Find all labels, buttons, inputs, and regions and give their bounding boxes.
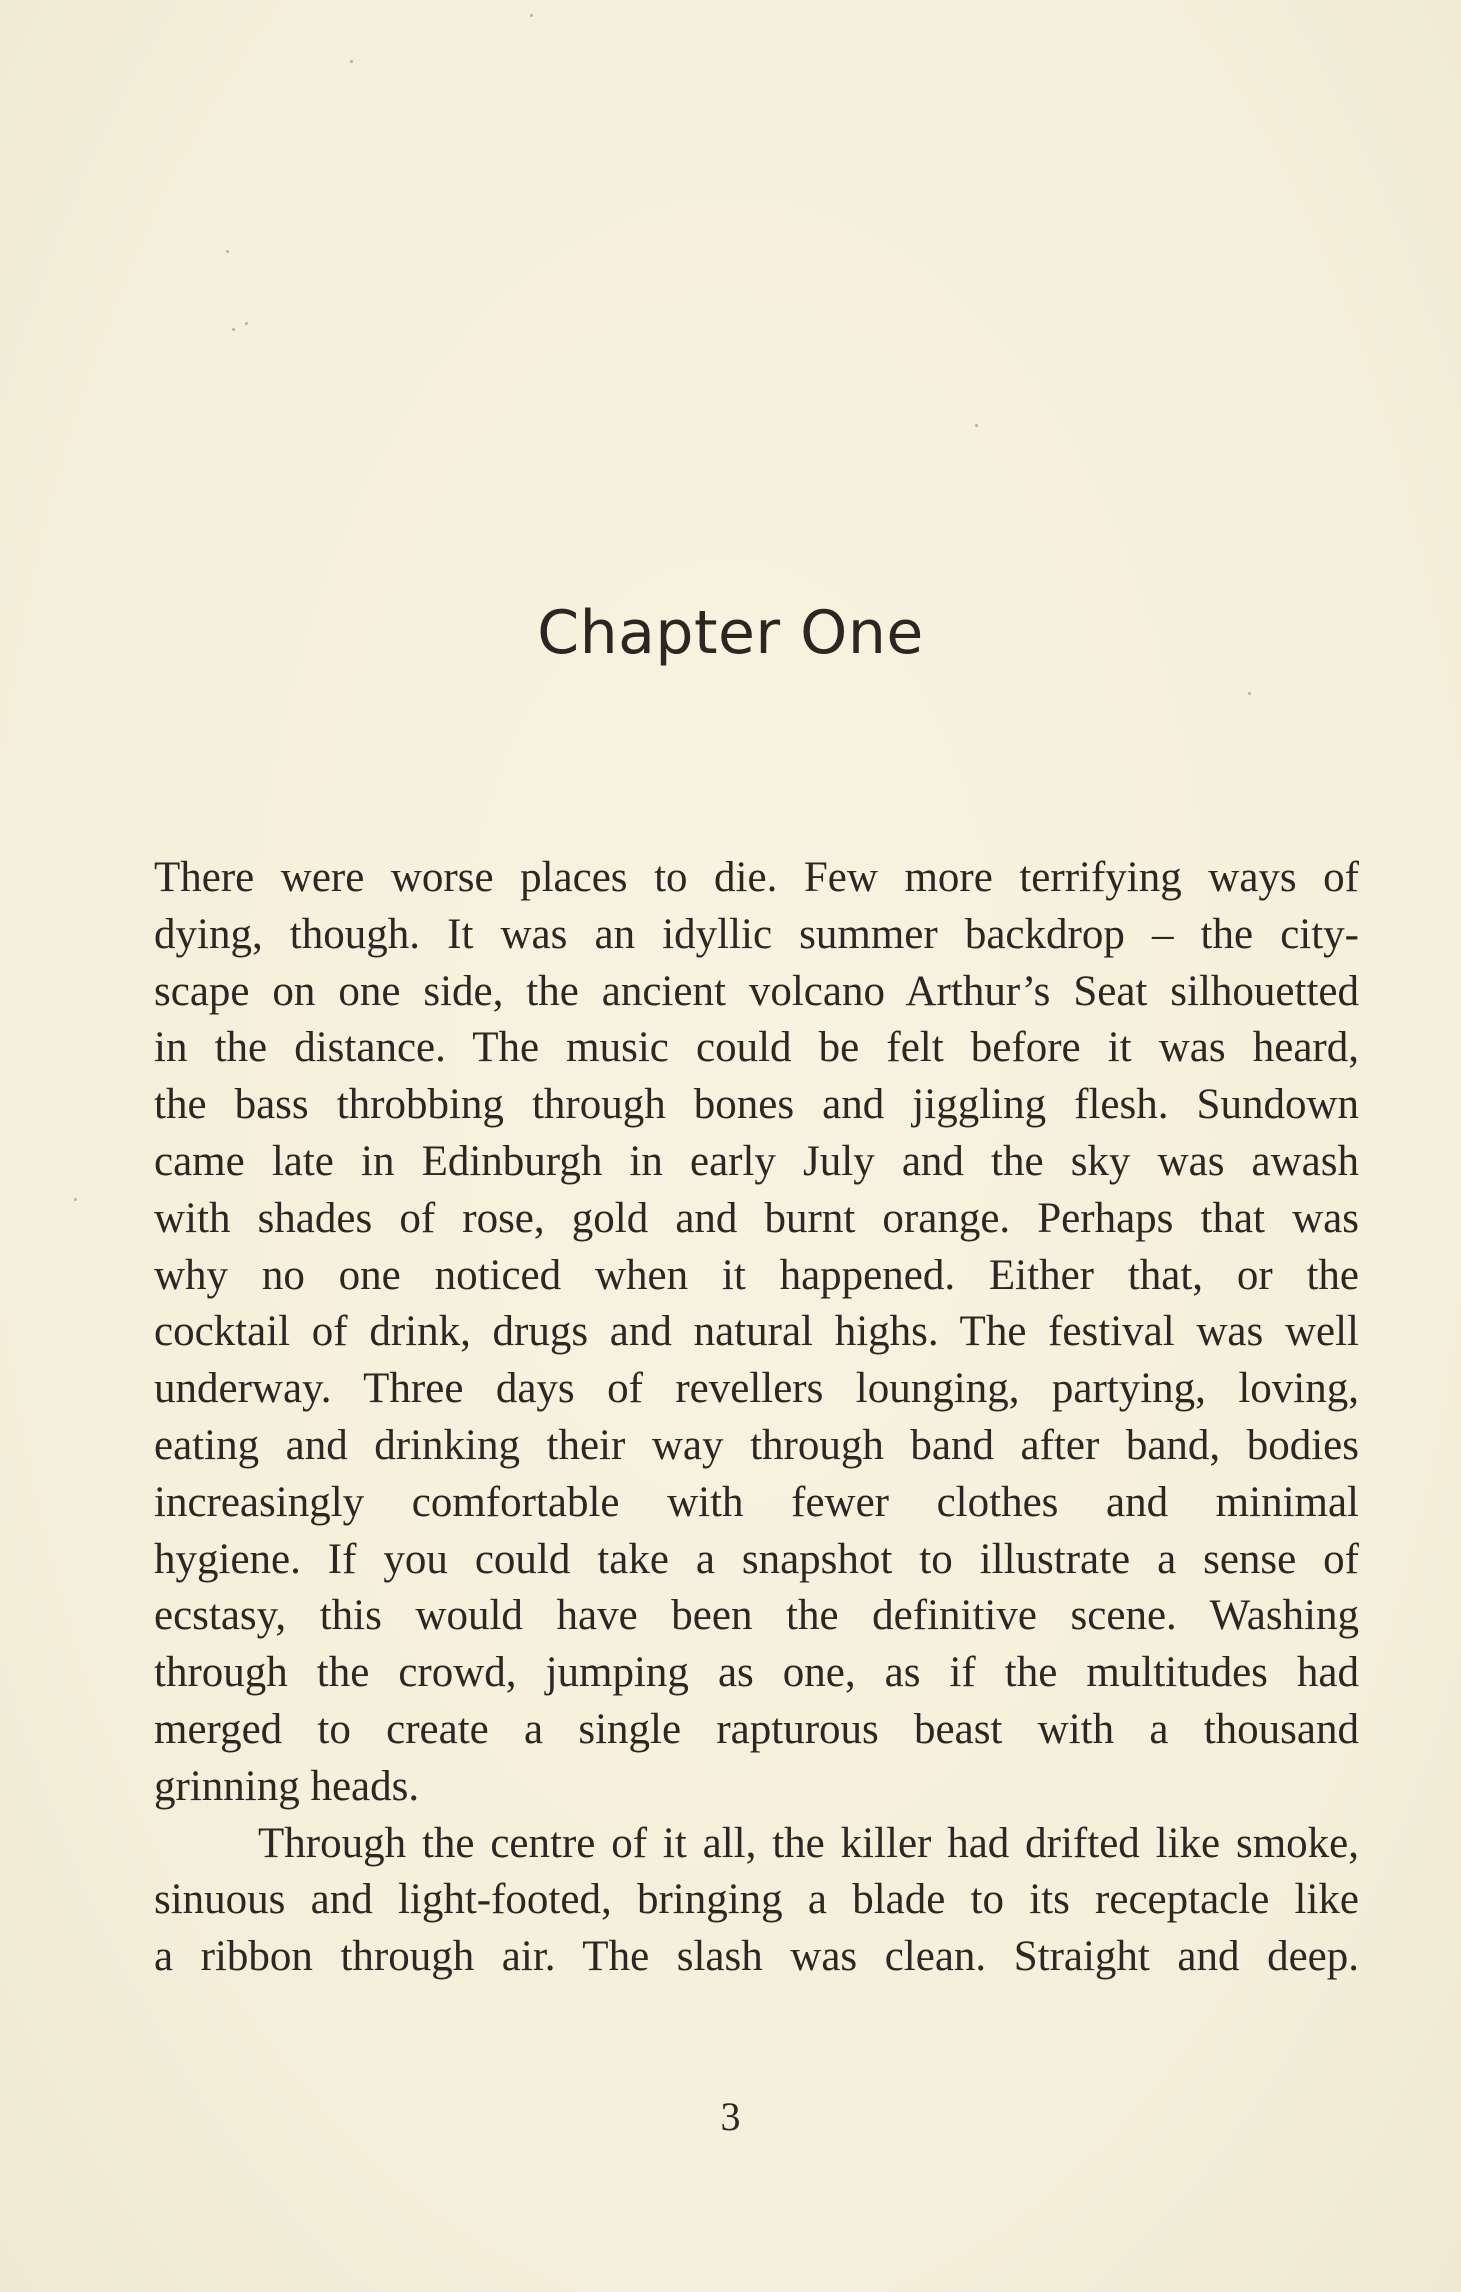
text-line: There were worse places to die. Few more terrifying ways of	[154, 854, 1359, 901]
paragraph-2-continued	[154, 1872, 1359, 1986]
text-line: underway. Three days of revellers lounging, partying, loving,	[154, 1365, 1359, 1413]
paper-speck	[1248, 692, 1251, 695]
text-line: the bass throbbing through bones and jiggling flesh. Sundown	[154, 1081, 1359, 1129]
text-line: dying, though. It was an idyllic summer backdrop – the city-	[154, 910, 1359, 958]
chapter-body	[154, 850, 1359, 1986]
paragraph-2	[154, 1816, 1359, 1873]
paper-speck	[530, 14, 533, 17]
paper-speck	[74, 1198, 77, 1201]
paper-speck	[245, 322, 248, 325]
page-number: 3	[720, 2094, 741, 2139]
text-line: with shades of rose, gold and burnt orange. Perhaps that was	[154, 1194, 1359, 1242]
text-line: in the distance. The music could be felt before it was heard,	[154, 1024, 1359, 1072]
text-line: why no one noticed when it happened. Either that, or the	[154, 1251, 1359, 1299]
text-line: hygiene. If you could take a snapshot to illustrate a sense of	[154, 1535, 1359, 1583]
text-line: ecstasy, this would have been the definitive scene. Washing	[154, 1592, 1359, 1640]
paper-speck	[226, 250, 229, 253]
paper-speck	[232, 328, 235, 331]
text-line: cocktail of drink, drugs and natural highs. The festival was well	[154, 1308, 1359, 1356]
text-line: came late in Edinburgh in early July and the sky was awash	[154, 1137, 1359, 1185]
text-line: increasingly comfortable with fewer clothes and minimal	[154, 1478, 1359, 1526]
text-line: grinning heads.	[154, 1762, 420, 1810]
text-line: a ribbon through air. The slash was clean. Straight and deep.	[154, 1933, 1359, 1981]
paper-speck	[350, 60, 353, 63]
paper-speck	[975, 424, 978, 427]
paragraph-1	[154, 850, 1359, 1816]
text-line: through the crowd, jumping as one, as if the multitudes had	[154, 1649, 1359, 1697]
chapter-title: Chapter One	[537, 598, 924, 668]
text-line: Through the centre of it all, the killer had drifted like smoke,	[258, 1819, 1359, 1867]
text-line: sinuous and light-footed, bringing a blade to its receptacle like	[154, 1876, 1359, 1924]
text-line: eating and drinking their way through band after band, bodies	[154, 1421, 1359, 1469]
text-line: scape on one side, the ancient volcano Arthur’s Seat silhouetted	[154, 967, 1359, 1015]
text-line: merged to create a single rapturous beast with a thousand	[154, 1705, 1359, 1753]
